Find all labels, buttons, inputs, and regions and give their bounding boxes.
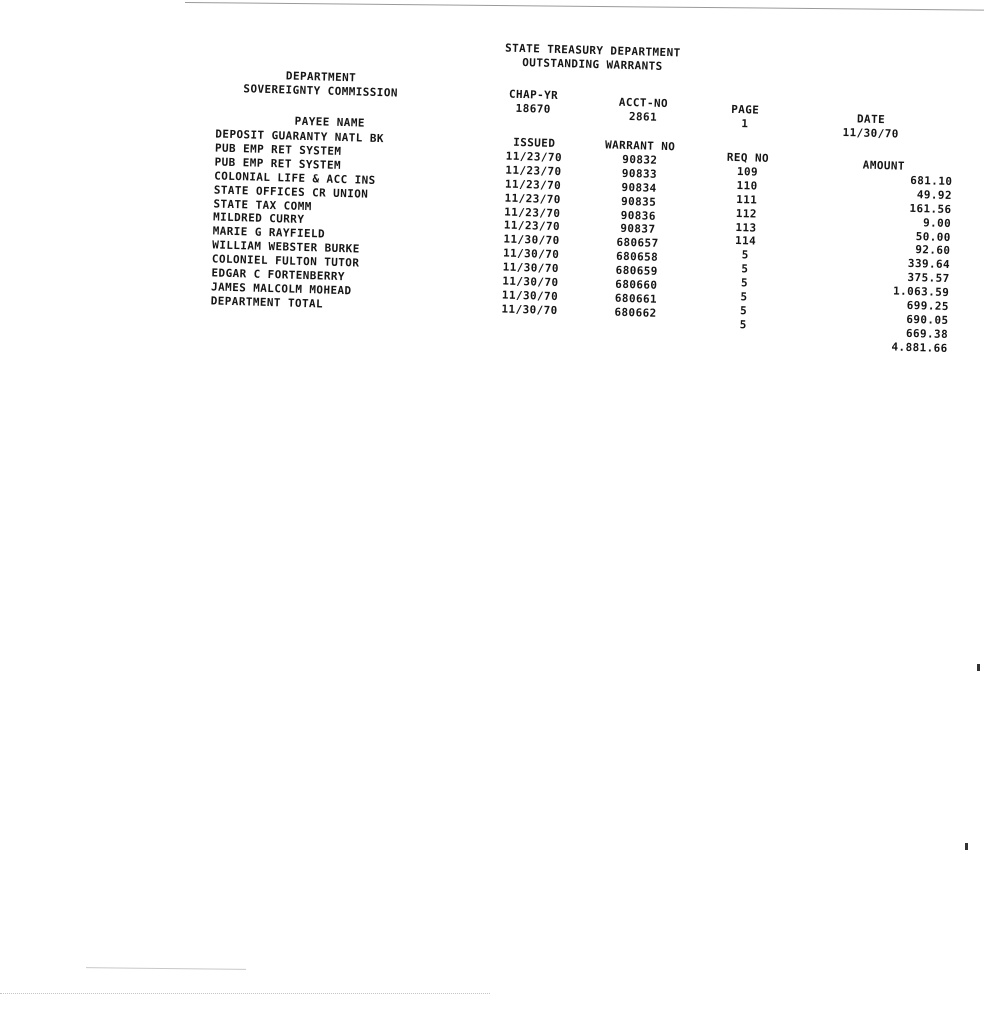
payee-name: STATE OFFICES CR UNION (213, 183, 369, 201)
req-number: 109 (736, 164, 759, 179)
amount-value: 161.56 (909, 201, 952, 216)
acct-no-label: ACCT-NO (618, 95, 669, 111)
issued-date: 11/30/70 (501, 302, 558, 317)
amount-value: 92.60 (915, 243, 951, 258)
page-block (710, 102, 781, 132)
report-title-line1: STATE TREASURY DEPARTMENT (504, 41, 681, 60)
req-column-header: REQ NO (726, 150, 770, 165)
issued-date: 11/23/70 (505, 163, 562, 178)
acct-no-block (598, 95, 689, 126)
department-total-amount: 4.881.66 (891, 340, 948, 355)
scan-speck (977, 664, 980, 671)
warrant-number: 680660 (615, 277, 658, 292)
amount-value: 49.92 (916, 187, 953, 202)
req-number: 114 (734, 234, 757, 249)
payee-name: EDGAR C FORTENBERRY (211, 266, 346, 284)
warrant-number: 680658 (615, 249, 659, 265)
warrant-number: 90833 (621, 166, 658, 181)
date-value: 11/30/70 (842, 125, 899, 141)
warrant-number: 680662 (614, 305, 657, 320)
amount-value: 9.00 (922, 215, 952, 230)
department-total-label: DEPARTMENT TOTAL (210, 294, 324, 311)
chap-yr-block (488, 87, 579, 118)
req-number: 112 (735, 206, 758, 221)
scan-speck (965, 843, 968, 850)
department-block (220, 68, 421, 102)
issued-date: 11/23/70 (504, 191, 561, 206)
amount-value: 375.57 (907, 271, 950, 286)
amount-value: 699.25 (906, 298, 950, 314)
page-label: PAGE (731, 102, 760, 117)
amount-value: 1.063.59 (892, 284, 950, 300)
payee-column-header: PAYEE NAME (294, 114, 366, 130)
req-number: 5 (739, 304, 748, 318)
warrant-number: 680661 (614, 291, 658, 306)
warrant-number: 90837 (620, 222, 656, 237)
payee-name: DEPOSIT GUARANTY NATL BK (215, 127, 385, 146)
amount-value: 50.00 (915, 229, 951, 244)
issued-date: 11/30/70 (502, 260, 560, 276)
warrant-number: 680657 (616, 236, 659, 251)
amount-column (852, 158, 953, 355)
req-number: 5 (740, 276, 749, 290)
req-number: 111 (736, 192, 758, 207)
department-name: SOVEREIGNTY COMMISSION (243, 82, 399, 100)
req-number: 5 (740, 290, 748, 304)
req-number: 5 (741, 248, 749, 262)
chap-yr-value: 18670 (515, 101, 551, 116)
issued-date: 11/23/70 (504, 177, 562, 192)
amount-value: 669.38 (905, 326, 949, 341)
payee-name: MILDRED CURRY (212, 210, 305, 227)
issued-date: 11/23/70 (505, 149, 563, 165)
payee-name: MARIE G RAYFIELD (212, 224, 326, 241)
acct-no-value: 2861 (628, 110, 658, 124)
payee-name: PUB EMP RET SYSTEM (214, 155, 342, 172)
payee-name: COLONIEL FULTON TUTOR (211, 252, 360, 270)
report-title-line2: OUTSTANDING WARRANTS (522, 56, 663, 73)
warrant-number: 90832 (622, 152, 658, 167)
amount-value: 681.10 (910, 173, 953, 188)
issued-date: 11/30/70 (501, 288, 559, 304)
warrant-number: 90834 (621, 180, 657, 195)
warrant-number: 90836 (620, 208, 657, 223)
issued-column (489, 135, 574, 318)
payee-list (211, 127, 385, 312)
issued-date: 11/30/70 (502, 274, 559, 290)
payee-name: JAMES MALCOLM MOHEAD (210, 280, 352, 298)
issued-date: 11/30/70 (503, 232, 560, 248)
issued-date: 11/23/70 (504, 205, 561, 220)
date-block (825, 112, 916, 143)
amount-value: 690.05 (906, 312, 949, 327)
warrant-column (589, 138, 686, 321)
issued-date: 11/23/70 (503, 218, 561, 234)
warrant-number: 680659 (615, 263, 658, 279)
amount-value: 339.64 (907, 257, 951, 272)
department-label: DEPARTMENT (285, 69, 357, 85)
date-label: DATE (856, 112, 886, 127)
warrant-number: 90835 (620, 194, 657, 209)
payee-name: STATE TAX COMM (213, 196, 312, 213)
page-number: 1 (741, 117, 749, 131)
req-number: 113 (735, 220, 757, 235)
req-number: 5 (741, 262, 749, 276)
payee-name: WILLIAM WEBSTER BURKE (212, 238, 360, 256)
req-number: 110 (736, 178, 758, 193)
issued-column-header: ISSUED (513, 135, 556, 150)
payee-name: COLONIAL LIFE & ACC INS (214, 169, 376, 187)
req-number: 5 (739, 318, 747, 332)
payee-name: PUB EMP RET SYSTEM (214, 141, 342, 158)
amount-column-header: AMOUNT (862, 158, 906, 173)
req-column (712, 150, 779, 332)
issued-date: 11/30/70 (502, 246, 560, 262)
report-title (477, 41, 708, 75)
chap-yr-label: CHAP-YR (508, 87, 559, 103)
warrant-column-header: WARRANT NO (604, 138, 676, 154)
